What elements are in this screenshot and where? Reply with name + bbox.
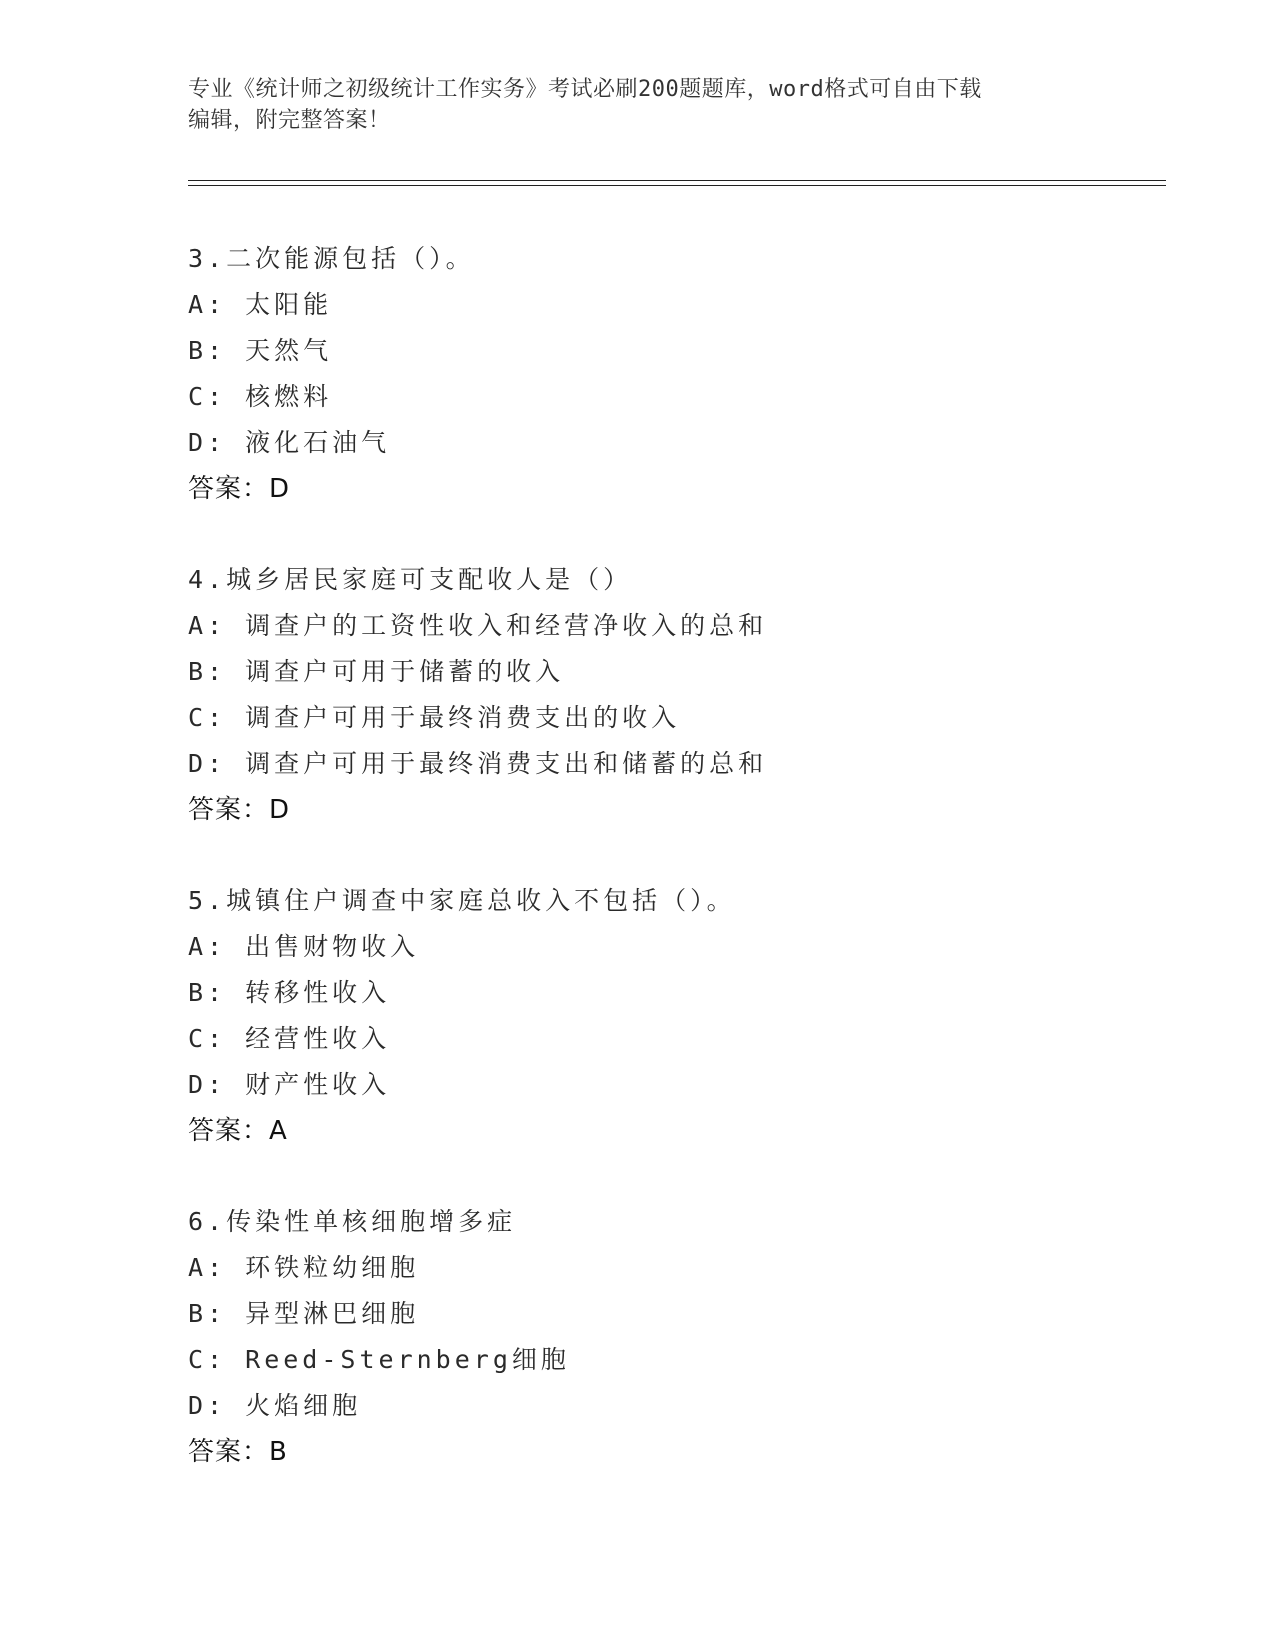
question-6 bbox=[188, 1199, 1148, 1475]
question-stem: 5.城镇住户调查中家庭总收入不包括（）。 bbox=[188, 886, 736, 915]
answer-line: 答案：D bbox=[188, 474, 291, 504]
option-b: B: 调查户可用于储蓄的收入 bbox=[188, 657, 565, 686]
option-a: A: 太阳能 bbox=[188, 290, 333, 319]
question-stem: 4.城乡居民家庭可支配收人是（） bbox=[188, 565, 633, 594]
option-b: B: 异型淋巴细胞 bbox=[188, 1299, 420, 1328]
header-line-1: 专业《统计师之初级统计工作实务》考试必刷200题题库，word格式可自由下载 bbox=[188, 77, 982, 102]
option-b: B: 转移性收入 bbox=[188, 978, 391, 1007]
option-c: C: 调查户可用于最终消费支出的收入 bbox=[188, 703, 681, 732]
question-stem: 3.二次能源包括（）。 bbox=[188, 244, 475, 273]
option-a: A: 环铁粒幼细胞 bbox=[188, 1253, 420, 1282]
header-divider-top bbox=[188, 180, 1166, 181]
question-5 bbox=[188, 878, 1148, 1154]
option-d: D: 液化石油气 bbox=[188, 428, 391, 457]
option-d: D: 火焰细胞 bbox=[188, 1391, 362, 1420]
question-4 bbox=[188, 557, 1148, 833]
answer-line: 答案：A bbox=[188, 1116, 288, 1146]
document-header bbox=[188, 74, 1088, 136]
option-c: C: 经营性收入 bbox=[188, 1024, 391, 1053]
question-3 bbox=[188, 236, 1148, 512]
option-a: A: 出售财物收入 bbox=[188, 932, 420, 961]
option-b: B: 天然气 bbox=[188, 336, 333, 365]
option-d: D: 财产性收入 bbox=[188, 1070, 391, 1099]
option-c: C: 核燃料 bbox=[188, 382, 333, 411]
header-line-2: 编辑，附完整答案！ bbox=[188, 108, 391, 133]
question-stem: 6.传染性单核细胞增多症 bbox=[188, 1207, 517, 1236]
option-d: D: 调查户可用于最终消费支出和储蓄的总和 bbox=[188, 749, 768, 778]
answer-line: 答案：D bbox=[188, 795, 291, 825]
option-a: A: 调查户的工资性收入和经营净收入的总和 bbox=[188, 611, 768, 640]
option-c: C: Reed-Sternberg细胞 bbox=[188, 1345, 570, 1374]
answer-line: 答案：B bbox=[188, 1437, 288, 1467]
header-divider-bottom bbox=[188, 185, 1166, 186]
